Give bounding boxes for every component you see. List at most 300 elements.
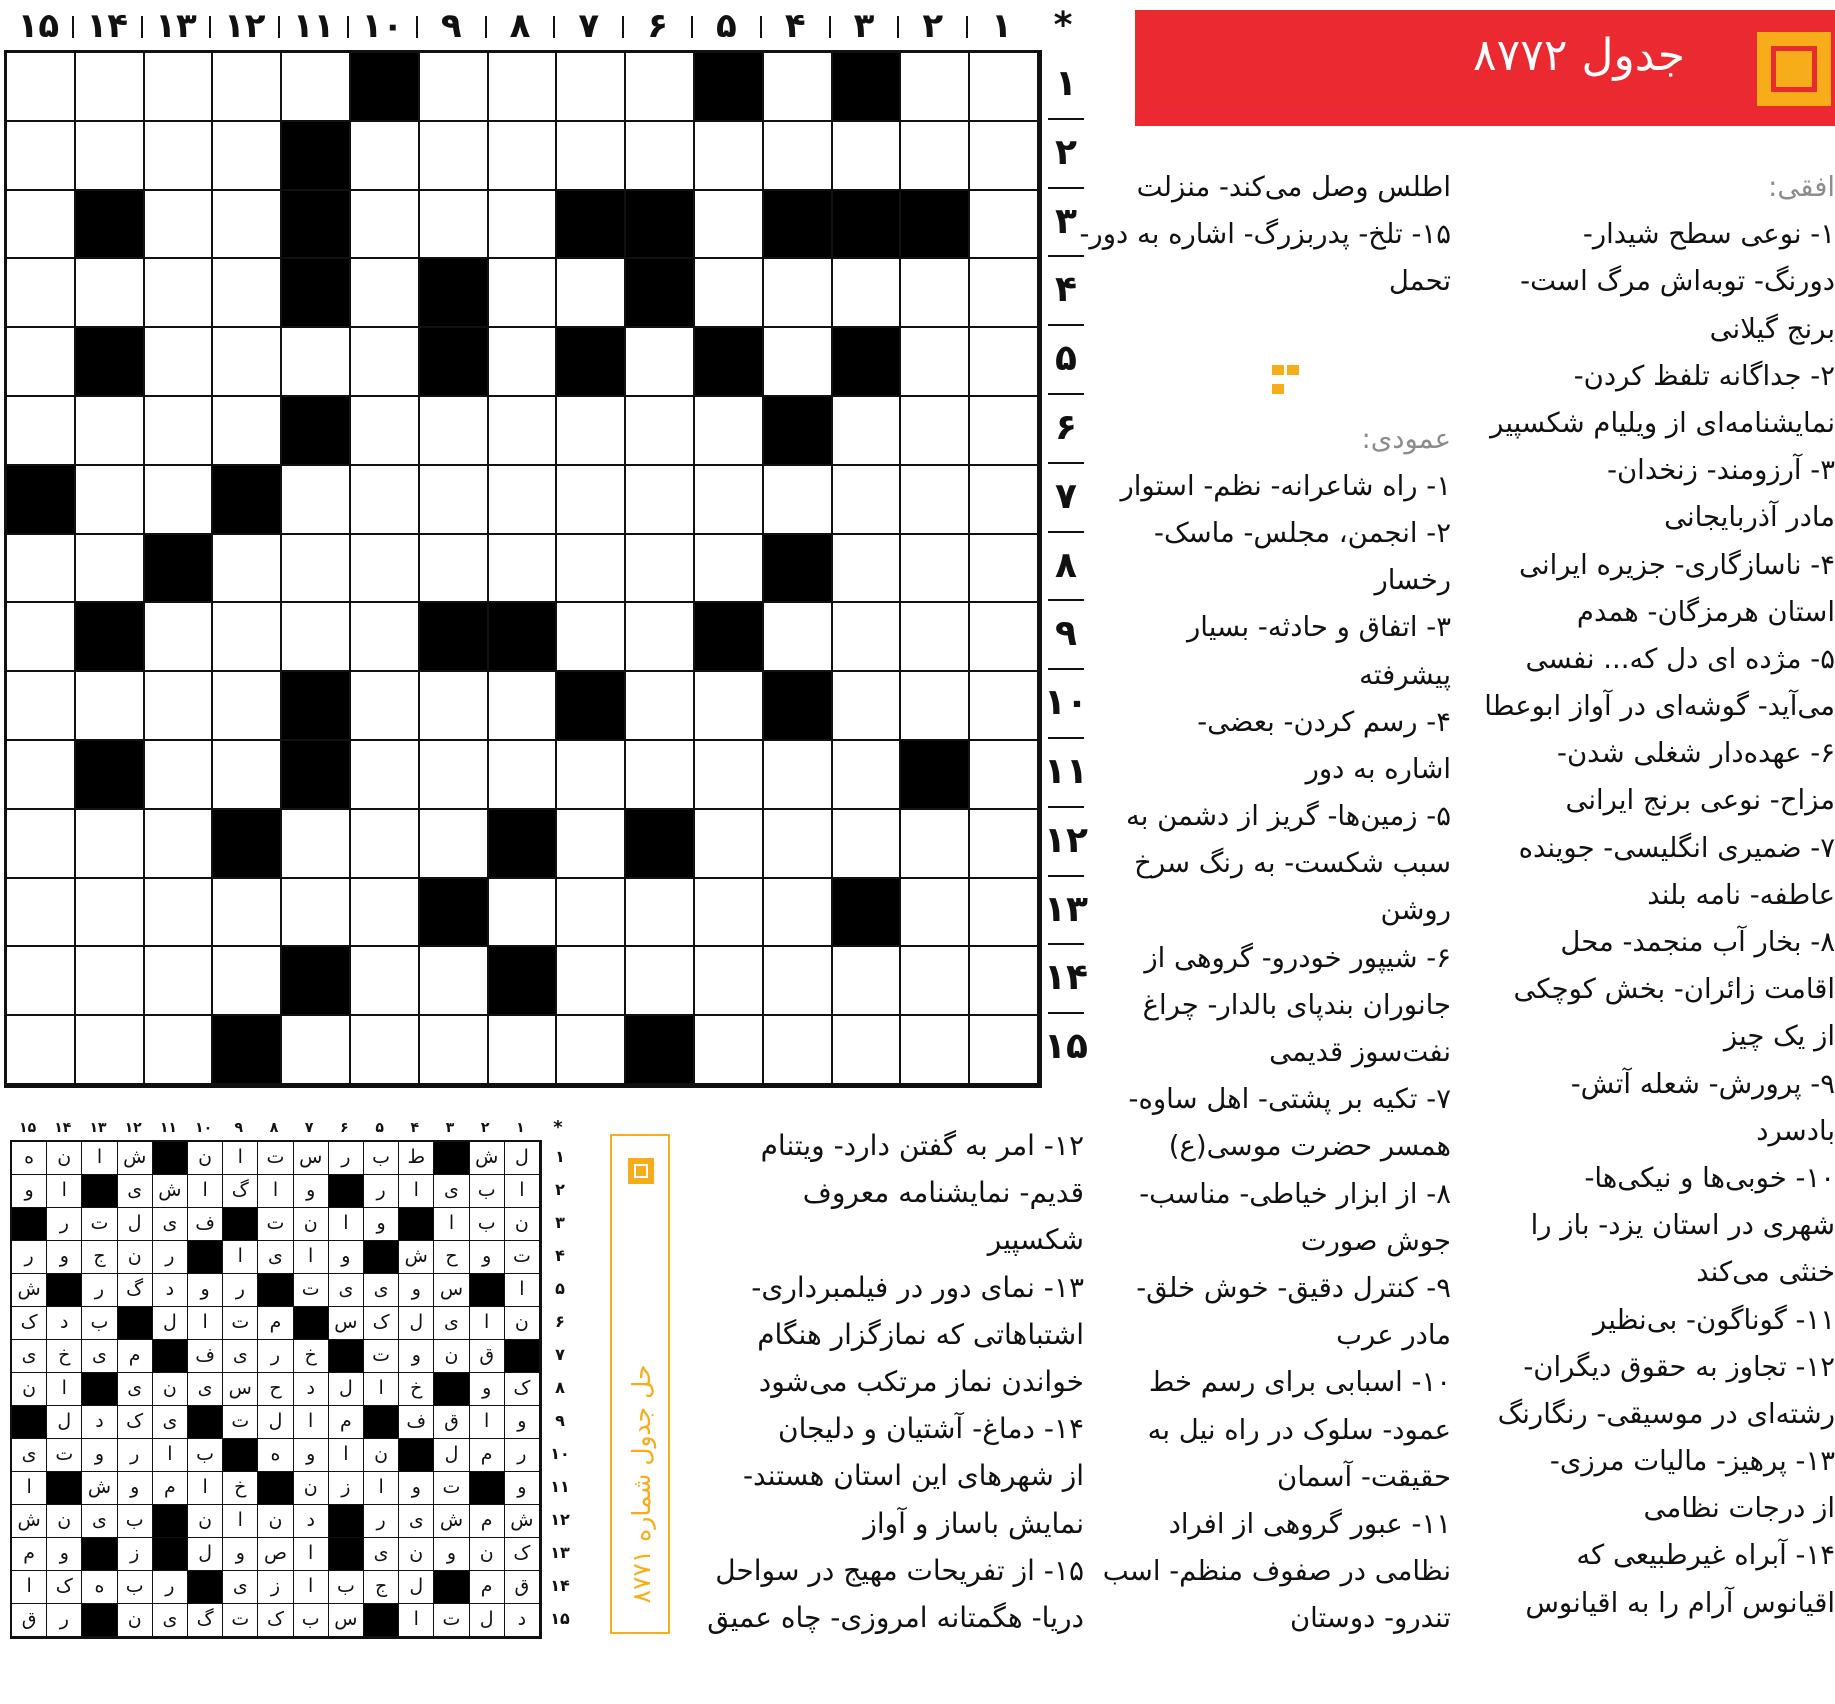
grid-cell[interactable] [351,603,420,672]
grid-cell[interactable] [145,122,214,191]
solution-cell: و [118,1472,153,1505]
grid-block-cell [282,672,351,741]
grid-cell[interactable] [833,466,902,535]
grid-cell[interactable] [557,397,626,466]
grid-cell[interactable] [7,1016,76,1085]
grid-cell[interactable] [351,810,420,879]
grid-cell[interactable] [970,397,1039,466]
grid-cell[interactable] [351,947,420,1016]
solution-cell: س [434,1274,469,1307]
clue-line: نمایش باساز و آواز [863,1506,1084,1540]
grid-cell[interactable] [489,53,558,122]
grid-cell[interactable] [970,466,1039,535]
grid-cell[interactable] [351,741,420,810]
grid-cell[interactable] [7,879,76,948]
row-number: ۱۱ [1044,751,1088,792]
grid-cell[interactable] [901,947,970,1016]
grid-cell[interactable] [764,879,833,948]
grid-cell[interactable] [145,810,214,879]
grid-cell[interactable] [145,672,214,741]
grid-cell[interactable] [351,466,420,535]
big-grid-row-numbers [1044,50,1088,1085]
grid-cell[interactable] [420,535,489,604]
grid-cell[interactable] [282,53,351,122]
grid-cell[interactable] [213,672,282,741]
grid-cell[interactable] [282,810,351,879]
grid-cell[interactable] [351,122,420,191]
crossword-grid[interactable] [4,50,1042,1088]
grid-cell[interactable] [489,122,558,191]
solution-cell: و [505,1472,540,1505]
grid-cell[interactable] [833,1016,902,1085]
clue-line: ۹- پرورش- شعله آتش- [1570,1067,1835,1100]
solution-cell: ت [434,1472,469,1505]
grid-cell[interactable] [764,53,833,122]
solution-cell: ل [118,1208,153,1241]
clue-line: ۱۰- خوبی‌ها و نیکی‌ها- [1584,1161,1835,1194]
grid-cell[interactable] [764,603,833,672]
solution-block-cell [188,1241,223,1274]
grid-cell[interactable] [489,1016,558,1085]
solution-cell: ح [434,1241,469,1274]
grid-block-cell [833,328,902,397]
grid-cell[interactable] [351,397,420,466]
grid-block-cell [213,1016,282,1085]
clue-line: ۲- جداگانه تلفظ کردن- [1573,359,1835,392]
grid-cell[interactable] [145,1016,214,1085]
grid-cell[interactable] [695,1016,764,1085]
solution-cell: گ [188,1604,223,1637]
solution-row-number: ۸ [555,1378,565,1397]
solution-cell: ی [153,1406,188,1439]
grid-cell[interactable] [76,1016,145,1085]
grid-cell[interactable] [901,328,970,397]
grid-block-cell [626,810,695,879]
grid-cell[interactable] [970,879,1039,948]
solution-cell: ن [188,1142,223,1175]
solution-cell: ن [12,1373,47,1406]
grid-cell[interactable] [626,947,695,1016]
row-separator [1048,668,1084,670]
solution-cell: ل [399,1307,434,1340]
grid-cell[interactable] [489,259,558,328]
clue-line: ۷- ضمیری انگلیسی- جوینده [1518,831,1835,864]
grid-cell[interactable] [901,122,970,191]
grid-cell[interactable] [351,535,420,604]
solution-cell: ا [364,1373,399,1406]
grid-cell[interactable] [145,741,214,810]
grid-cell[interactable] [76,259,145,328]
grid-cell[interactable] [213,191,282,260]
solution-cell: ق [12,1604,47,1637]
grid-cell[interactable] [901,603,970,672]
grid-cell[interactable] [557,947,626,1016]
grid-cell[interactable] [833,810,902,879]
solution-cell: س [223,1373,258,1406]
grid-cell[interactable] [145,879,214,948]
grid-cell[interactable] [7,397,76,466]
grid-cell[interactable] [282,1016,351,1085]
grid-cell[interactable] [626,741,695,810]
grid-cell[interactable] [351,259,420,328]
grid-cell[interactable] [970,810,1039,879]
grid-cell[interactable] [833,603,902,672]
grid-cell[interactable] [833,397,902,466]
grid-cell[interactable] [213,328,282,397]
grid-cell[interactable] [833,259,902,328]
grid-cell[interactable] [489,397,558,466]
column-number: ۶ [647,6,668,46]
grid-cell[interactable] [420,810,489,879]
clue-line: می‌آید- گوشه‌ای در آواز ابوعطا [1484,690,1835,723]
solution-cell: ت [223,1307,258,1340]
solution-cell: ب [329,1571,364,1604]
grid-cell[interactable] [76,466,145,535]
clue-line: ۵- زمین‌ها- گریز از دشمن به [1126,800,1451,833]
grid-cell[interactable] [626,879,695,948]
solution-cell: ز [118,1538,153,1571]
solution-block-cell [399,1208,434,1241]
solution-cell: ش [505,1505,540,1538]
solution-column-number: ۳ [445,1120,455,1136]
grid-cell[interactable] [970,603,1039,672]
clue-line: نفت‌سوز قدیمی [1269,1036,1451,1068]
solution-row-number: ۱۵ [550,1609,570,1628]
grid-cell[interactable] [213,535,282,604]
grid-cell[interactable] [145,53,214,122]
grid-cell[interactable] [833,122,902,191]
grid-cell[interactable] [420,741,489,810]
grid-cell[interactable] [557,466,626,535]
grid-block-cell [489,603,558,672]
row-separator [1048,187,1084,189]
grid-cell[interactable] [626,328,695,397]
solution-row-number: ۶ [555,1312,565,1331]
solution-grid-column-numbers [10,1118,538,1138]
grid-cell[interactable] [626,535,695,604]
grid-cell[interactable] [970,947,1039,1016]
solution-cell: ب [364,1142,399,1175]
solution-cell: ر [505,1439,540,1472]
grid-cell[interactable] [145,603,214,672]
clue-line: ۱۴- آبراه غیرطبیعی که [1576,1539,1835,1572]
solution-block-cell [329,1175,364,1208]
grid-cell[interactable] [695,397,764,466]
solution-cell: د [294,1373,329,1406]
grid-cell[interactable] [145,259,214,328]
solution-cell: ش [153,1175,188,1208]
solution-cell: ل [153,1307,188,1340]
separator-dots-icon [1272,360,1316,370]
grid-cell[interactable] [351,672,420,741]
grid-cell[interactable] [213,53,282,122]
solution-cell: و [364,1208,399,1241]
solution-cell: ر [364,1505,399,1538]
grid-cell[interactable] [626,397,695,466]
grid-cell[interactable] [695,191,764,260]
clue-line: ۹- کنترل دقیق- خوش خلق- [1136,1271,1451,1304]
grid-cell[interactable] [626,53,695,122]
grid-cell[interactable] [351,879,420,948]
grid-cell[interactable] [213,603,282,672]
solution-row-number: ۳ [555,1213,565,1232]
grid-cell[interactable] [7,947,76,1016]
grid-cell[interactable] [764,259,833,328]
grid-cell[interactable] [213,122,282,191]
grid-cell[interactable] [213,947,282,1016]
solution-column-number: ۲ [480,1120,490,1136]
grid-cell[interactable] [626,122,695,191]
solution-block-cell [153,1340,188,1373]
grid-cell[interactable] [833,535,902,604]
solution-cell: د [505,1604,540,1637]
grid-cell[interactable] [489,672,558,741]
grid-cell[interactable] [901,1016,970,1085]
solution-column-number: ۱۴ [54,1120,72,1136]
grid-block-cell [282,397,351,466]
solution-cell: ز [329,1472,364,1505]
solution-grid-corner-symbol: * [553,1117,563,1138]
grid-cell[interactable] [489,191,558,260]
grid-cell[interactable] [351,1016,420,1085]
grid-cell[interactable] [489,741,558,810]
solution-cell: م [470,1439,505,1472]
solution-cell: ب [188,1439,223,1472]
grid-cell[interactable] [420,53,489,122]
grid-cell[interactable] [7,53,76,122]
solution-cell: ل [399,1571,434,1604]
grid-cell[interactable] [76,122,145,191]
solution-column-number: ۵ [375,1120,384,1136]
clue-line: ۱- نوعی سطح شیدار- [1582,218,1835,251]
solution-cell: ل [434,1439,469,1472]
solution-cell: ه [12,1142,47,1175]
grid-cell[interactable] [970,122,1039,191]
grid-cell[interactable] [901,53,970,122]
grid-cell[interactable] [901,259,970,328]
grid-cell[interactable] [282,535,351,604]
grid-cell[interactable] [7,259,76,328]
solution-block-cell [329,1538,364,1571]
grid-cell[interactable] [901,535,970,604]
grid-block-cell [213,466,282,535]
solution-cell: ا [47,1175,82,1208]
grid-cell[interactable] [970,191,1039,260]
grid-cell[interactable] [282,879,351,948]
grid-cell[interactable] [695,741,764,810]
clue-line: شکسپیر [987,1223,1084,1257]
grid-cell[interactable] [764,466,833,535]
grid-cell[interactable] [420,397,489,466]
solution-cell: و [294,1175,329,1208]
grid-block-cell [282,259,351,328]
solution-cell: ب [294,1604,329,1637]
grid-cell[interactable] [282,328,351,397]
grid-cell[interactable] [7,741,76,810]
grid-cell[interactable] [420,466,489,535]
solution-cell: ی [399,1505,434,1538]
grid-cell[interactable] [901,466,970,535]
grid-cell[interactable] [901,879,970,948]
grid-cell[interactable] [970,1016,1039,1085]
grid-cell[interactable] [901,810,970,879]
clue-line: ۱- راه شاعرانه- نظم- استوار [1120,469,1451,502]
grid-cell[interactable] [833,672,902,741]
grid-block-cell [626,1016,695,1085]
grid-cell[interactable] [76,535,145,604]
solution-cell: ا [223,1241,258,1274]
grid-cell[interactable] [213,879,282,948]
row-number: ۹ [1055,613,1077,655]
solution-cell: ا [47,1373,82,1406]
grid-cell[interactable] [145,328,214,397]
big-grid-corner-symbol: * [1053,5,1073,46]
grid-cell[interactable] [695,259,764,328]
solution-block-cell [258,1472,293,1505]
grid-cell[interactable] [626,672,695,741]
grid-cell[interactable] [695,672,764,741]
clue-line: دورنگ- توبه‌اش مرگ است- [1520,265,1835,298]
grid-cell[interactable] [626,603,695,672]
grid-cell[interactable] [213,259,282,328]
grid-cell[interactable] [970,328,1039,397]
solution-cell: ج [82,1241,117,1274]
grid-cell[interactable] [7,603,76,672]
grid-cell[interactable] [970,741,1039,810]
grid-cell[interactable] [764,810,833,879]
grid-cell[interactable] [833,947,902,1016]
grid-cell[interactable] [76,53,145,122]
solution-cell: و [47,1241,82,1274]
row-number: ۶ [1055,407,1077,448]
solution-cell: ش [434,1505,469,1538]
grid-cell[interactable] [833,741,902,810]
grid-cell[interactable] [76,397,145,466]
grid-cell[interactable] [145,466,214,535]
solution-row-number: ۷ [555,1345,565,1364]
column-number: ۱۵ [17,6,60,46]
grid-cell[interactable] [764,741,833,810]
grid-cell[interactable] [970,672,1039,741]
clue-line: افقی: [1768,171,1835,203]
grid-cell[interactable] [351,328,420,397]
grid-cell[interactable] [76,947,145,1016]
grid-cell[interactable] [557,603,626,672]
solution-block-cell [153,1142,188,1175]
grid-cell[interactable] [7,672,76,741]
grid-block-cell [282,122,351,191]
grid-cell[interactable] [557,810,626,879]
solution-cell: ب [470,1208,505,1241]
solution-cell: ی [223,1571,258,1604]
grid-cell[interactable] [557,259,626,328]
solution-cell: ن [47,1505,82,1538]
grid-cell[interactable] [489,328,558,397]
grid-cell[interactable] [351,191,420,260]
grid-cell[interactable] [764,947,833,1016]
grid-cell[interactable] [901,672,970,741]
grid-cell[interactable] [145,397,214,466]
grid-cell[interactable] [76,672,145,741]
solution-cell: خ [223,1472,258,1505]
grid-cell[interactable] [420,947,489,1016]
grid-cell[interactable] [282,603,351,672]
grid-cell[interactable] [764,1016,833,1085]
solution-cell: ت [223,1604,258,1637]
grid-cell[interactable] [145,947,214,1016]
grid-cell[interactable] [557,535,626,604]
grid-cell[interactable] [764,122,833,191]
solution-cell: ق [434,1406,469,1439]
solution-block-cell [470,1472,505,1505]
grid-cell[interactable] [557,122,626,191]
grid-cell[interactable] [213,397,282,466]
clue-line: ۱۲- تجاوز به حقوق دیگران- [1523,1350,1835,1383]
grid-cell[interactable] [764,328,833,397]
grid-cell[interactable] [489,466,558,535]
grid-cell[interactable] [7,810,76,879]
row-separator [1048,1012,1084,1014]
grid-cell[interactable] [7,535,76,604]
grid-cell[interactable] [420,122,489,191]
grid-cell[interactable] [420,191,489,260]
grid-cell[interactable] [557,741,626,810]
grid-cell[interactable] [282,466,351,535]
grid-cell[interactable] [695,810,764,879]
grid-cell[interactable] [145,191,214,260]
grid-cell[interactable] [557,879,626,948]
grid-cell[interactable] [213,741,282,810]
grid-cell[interactable] [557,1016,626,1085]
grid-cell[interactable] [420,1016,489,1085]
clue-line: ۱۵- تلخ- پدربزرگ- اشاره به دور- [1079,218,1451,251]
grid-cell[interactable] [489,535,558,604]
grid-cell[interactable] [76,810,145,879]
row-number: ۴ [1055,269,1077,311]
grid-cell[interactable] [557,53,626,122]
grid-cell[interactable] [970,53,1039,122]
grid-cell[interactable] [695,879,764,948]
solution-cell: ک [505,1538,540,1571]
grid-cell[interactable] [695,535,764,604]
grid-cell[interactable] [76,879,145,948]
grid-cell[interactable] [970,535,1039,604]
clue-line: اطلس وصل می‌کند- منزلت [1136,171,1451,203]
grid-cell[interactable] [695,122,764,191]
grid-cell[interactable] [7,122,76,191]
grid-cell[interactable] [695,947,764,1016]
solution-cell: د [153,1274,188,1307]
grid-cell[interactable] [7,328,76,397]
grid-cell[interactable] [420,672,489,741]
grid-block-cell [351,53,420,122]
grid-cell[interactable] [7,191,76,260]
grid-cell[interactable] [489,879,558,948]
grid-cell[interactable] [626,466,695,535]
solution-cell: ن [505,1307,540,1340]
grid-block-cell [901,741,970,810]
solution-column-number: ۹ [234,1120,244,1136]
clue-line: سبب شکست- به رنگ سرخ [1134,847,1451,880]
grid-cell[interactable] [970,259,1039,328]
solution-column-number: ۷ [304,1120,314,1136]
grid-cell[interactable] [901,397,970,466]
solution-block-cell [294,1307,329,1340]
grid-cell[interactable] [695,466,764,535]
solution-cell: ش [12,1274,47,1307]
grid-block-cell [764,191,833,260]
solution-cell: ا [294,1406,329,1439]
